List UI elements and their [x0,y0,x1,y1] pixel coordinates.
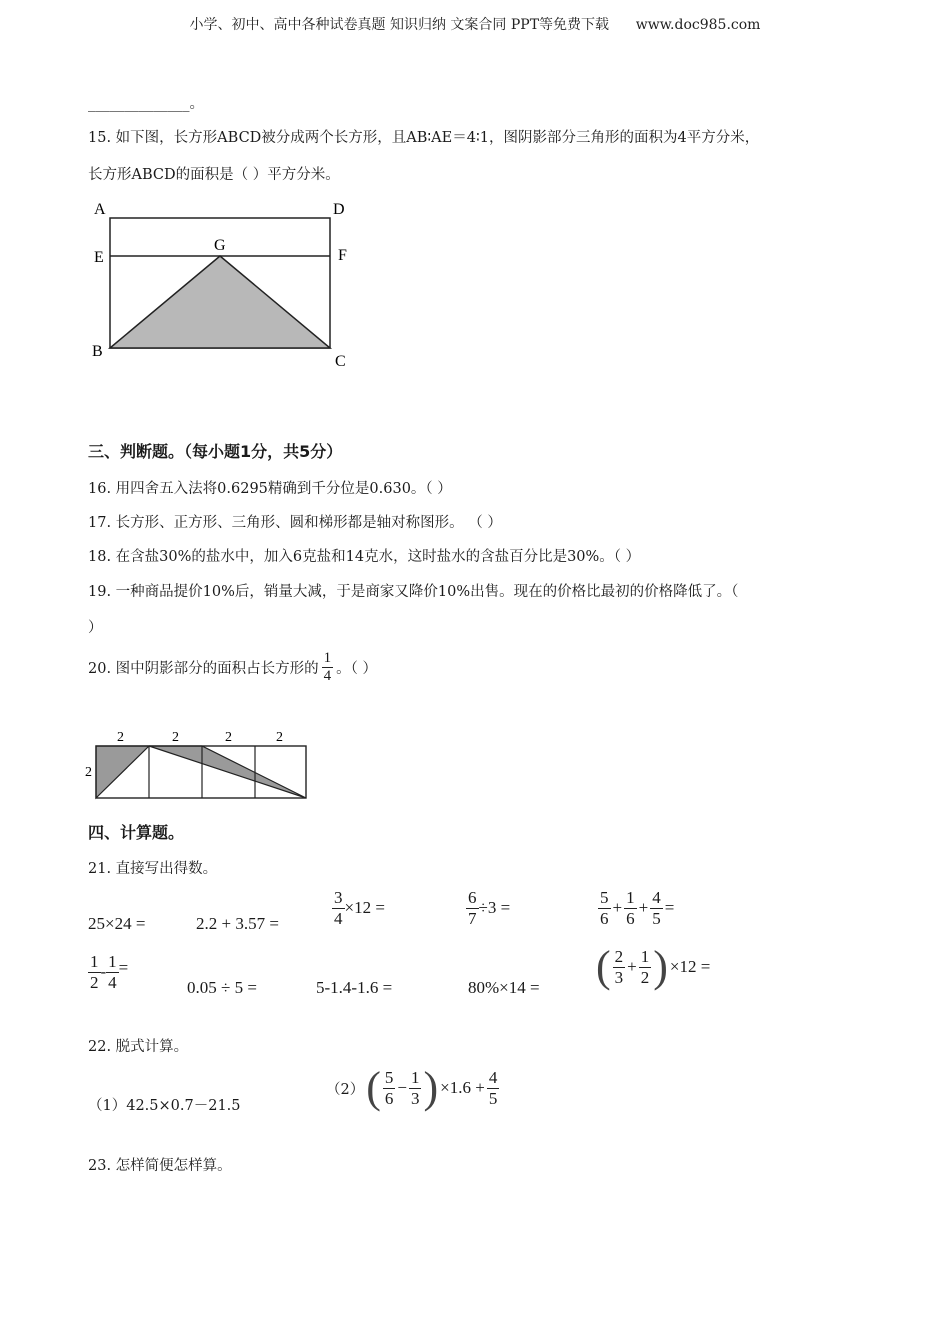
q20-tail: 。（ ） [336,661,378,678]
label-d: D [333,201,345,218]
eq: = [118,958,129,977]
shaded-long-triangle [149,746,306,798]
q22-title: 22. 脱式计算。 [88,1039,189,1055]
label-e: E [94,249,104,266]
left-label: 2 [85,765,92,780]
op: + [638,898,649,918]
den: 6 [626,908,635,928]
q19-line1: 19. 一种商品提价10%后，销量大减，于是商家又降价10%出售。现在的价格比最初的价格降低了。（ [88,584,739,600]
part2-label: （2） [326,1081,365,1098]
top-label-1: 2 [117,730,124,745]
den: 4 [108,972,117,992]
header-text: 小学、初中、高中各种试卷真题 知识归纳 文案合同 PPT等免费下载 [189,17,610,33]
label-g: G [214,237,226,254]
den: 5 [652,908,661,928]
label-c: C [335,353,346,370]
frac-6-7 [466,888,479,928]
num: 5 [600,888,609,907]
label-b: B [92,343,103,360]
calc-5-6-plus-1-6-plus-4-5 [598,888,674,928]
frac-5-6 [598,888,611,928]
num: 6 [468,888,477,907]
page-header [0,14,950,34]
q20-num: 1 [322,650,334,668]
q20-text: 20. 图中阴影部分的面积占长方形的 [88,661,319,678]
expr-rest: ×12 = [344,898,385,918]
q17: 17. 长方形、正方形、三角形、圆和梯形都是轴对称图形。 （ ） [88,515,502,531]
calc-5-minus-1-4-minus-1-6: 5-1.4-1.6 = [316,978,393,997]
calc-6-7-div-3 [466,888,510,928]
calc-80pct-x14: 80%×14 = [468,978,540,997]
q15-line2: 长方形ABCD的面积是（ ）平方分米。 [88,167,340,183]
frac-1-2 [88,952,101,992]
q16: 16. 用四舍五入法将0.6295精确到千分位是0.630。（ ） [88,481,452,497]
num: 1 [640,946,650,966]
q15-line1: 15. 如下图，长方形ABCD被分成两个长方形，且AB∶AE＝4∶1，图阴影部分三角形的面积为4平方分米， [88,130,760,146]
num: 5 [384,1067,394,1087]
num: 4 [652,888,661,907]
q21-title: 21. 直接写出得数。 [88,861,218,877]
op: + [612,898,623,918]
section4-title: 四、计算题。 [88,823,185,842]
q18: 18. 在含盐30%的盐水中，加入6克盐和14克水，这时盐水的含盐百分比是30%。（ ） [88,549,641,565]
frac-1-6 [624,888,637,928]
shaded-left-triangle [96,746,149,798]
expr-mid: ×1.6 + [440,1078,485,1097]
eq: = [664,898,675,918]
frac-5-6b [383,1068,396,1108]
section3-title: 三、判断题。（每小题1分，共5分） [88,442,343,461]
expr-rest: ×12 = [669,957,711,976]
q20-fraction [322,650,334,686]
frac-3-4 [332,888,345,928]
den: 2 [640,967,650,987]
frac-1-2b [639,947,652,987]
op: - [100,962,107,982]
q23-title: 23. 怎样简便怎样算。 [88,1158,232,1174]
answer-blank-line: ______________。 [88,96,204,112]
frac-2-3 [613,947,626,987]
num: 4 [488,1067,498,1087]
shaded-triangle-bgc [110,256,330,348]
num: 1 [410,1067,420,1087]
frac-4-5 [650,888,663,928]
num: 1 [108,952,117,971]
calc-0-05-div-5: 0.05 ÷ 5 = [187,978,257,997]
den: 3 [410,1088,420,1108]
calc-2-2-plus-3-57: 2.2 + 3.57 = [196,914,279,933]
label-f: F [338,247,347,264]
frac-4-5b [487,1068,500,1108]
num: 2 [614,946,624,966]
q19-line2: ） [88,620,103,636]
frac-1-4 [106,952,119,992]
calc-paren-2-3-plus-1-2-x12: ( $\frac{2}{3}$ + $\frac{1}{2}$ ) ×12 = [596,942,711,991]
top-label-4: 2 [276,730,283,745]
num: 1 [90,952,99,971]
frac-1-3 [409,1068,422,1108]
den: 2 [90,972,99,992]
den: 6 [384,1088,394,1108]
q20-figure [84,726,314,804]
den: 7 [468,908,477,928]
num: 3 [334,888,343,907]
top-label-3: 2 [225,730,232,745]
den: 3 [614,967,624,987]
q22-part1: （1）42.5×0.7－21.5 [88,1098,241,1114]
den: 6 [600,908,609,928]
calc-1-2-minus-1-4 [88,952,128,992]
op: − [397,1078,407,1097]
den: 5 [488,1088,498,1108]
header-site: www.doc985.com [635,17,761,33]
q22-part2: （2） ( $\frac{5}{6}$ − $\frac{1}{3}$ ) ×1.6 + $\frac{4}{5}$ [326,1063,498,1112]
num: 1 [626,888,635,907]
label-a: A [94,201,106,218]
q15-rectangle-figure [86,196,366,376]
calc-3-4x12 [332,888,385,928]
top-label-2: 2 [172,730,179,745]
expr-rest: ÷3 = [478,898,511,918]
den: 4 [334,908,343,928]
q20 [88,650,377,686]
op: + [627,957,637,976]
q20-den: 4 [323,668,332,685]
calc-25x24: 25×24 = [88,914,146,933]
